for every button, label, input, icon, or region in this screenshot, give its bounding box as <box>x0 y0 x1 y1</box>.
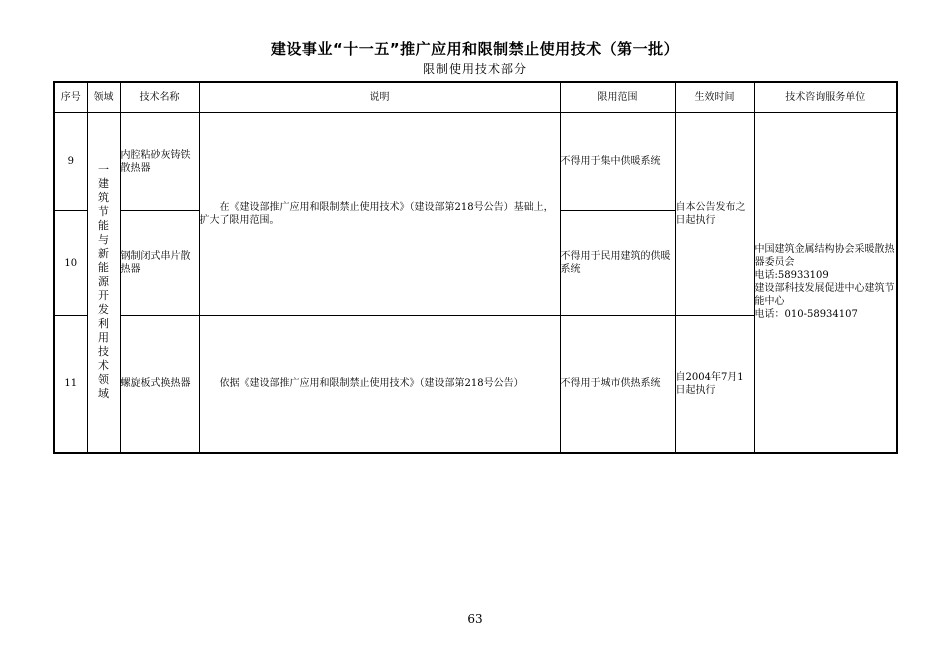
header-effective: 生效时间 <box>675 82 754 113</box>
desc-cell: 在《建设部推广应用和限制禁止使用技术》（建设部第218号公告）基础上，扩大了限用范围。 <box>199 113 560 316</box>
header-contact: 技术咨询服务单位 <box>754 82 897 113</box>
scope-cell: 不得用于城市供热系统 <box>560 316 675 453</box>
header-field: 领域 <box>87 82 120 113</box>
page-number: 63 <box>467 612 483 626</box>
document-subtitle: 限制使用技术部分 <box>422 62 527 76</box>
header-row <box>54 82 897 113</box>
contact-phone2: 电话：010-58934107 <box>754 309 858 321</box>
contact-org2: 建设部科技发展促进中心建筑节能中心 <box>754 283 895 308</box>
effective-cell: 自2004年7月1日起执行 <box>675 316 754 453</box>
contact-org1: 中国建筑金属结构协会采暖散热器委员会 <box>754 244 895 269</box>
contact-phone1: 电话:58933109 <box>754 270 829 282</box>
technology-table <box>53 81 898 454</box>
header-scope: 限用范围 <box>560 82 675 113</box>
effective-cell: 自本公告发布之日起执行 <box>675 113 754 316</box>
contact-cell <box>754 113 897 453</box>
document-title: 建设事业“十一五”推广应用和限制禁止使用技术（第一批） <box>270 40 680 58</box>
desc-cell: 依据《建设部推广应用和限制禁止使用技术》（建设部第218号公告） <box>199 316 560 453</box>
tech-name: 内腔粘砂灰铸铁散热器 <box>120 113 199 211</box>
header-desc: 说明 <box>199 82 560 113</box>
tech-name: 钢制闭式串片散热器 <box>120 211 199 316</box>
field-cell <box>87 113 120 453</box>
row-no: 10 <box>54 211 87 316</box>
scope-cell: 不得用于集中供暖系统 <box>560 113 675 211</box>
scope-cell: 不得用于民用建筑的供暖系统 <box>560 211 675 316</box>
table-row <box>54 113 897 211</box>
header-name: 技术名称 <box>120 82 199 113</box>
row-no: 9 <box>54 113 87 211</box>
field-text: 一建筑节能与新能源开发利用技术领域 <box>98 163 109 401</box>
row-no: 11 <box>54 316 87 453</box>
tech-name: 螺旋板式换热器 <box>120 316 199 453</box>
header-no: 序号 <box>54 82 87 113</box>
